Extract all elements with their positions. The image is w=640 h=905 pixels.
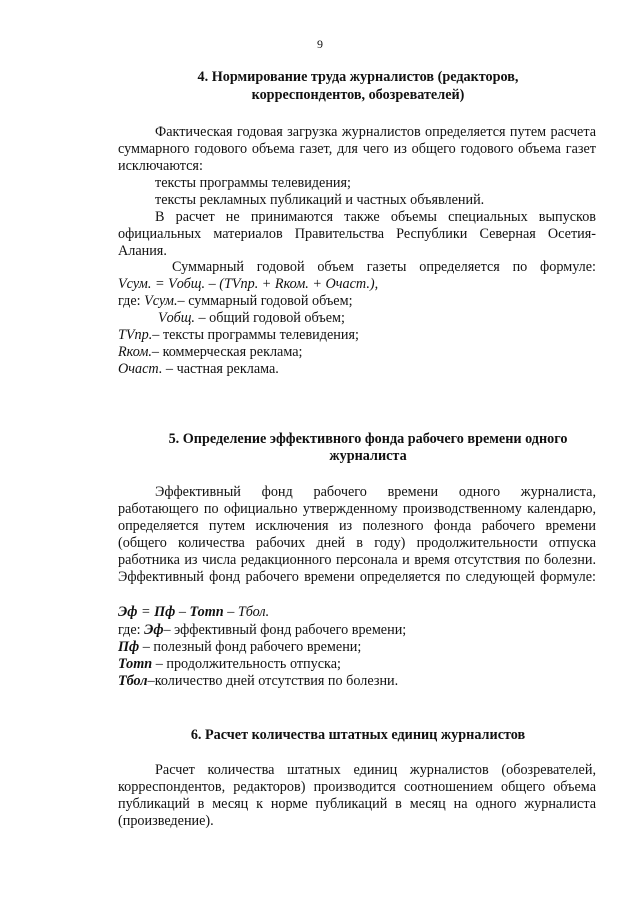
section-4-paragraph-line: суммарного годового объема газет, для чего из общего годового объема газет	[118, 141, 596, 157]
definition-text: – частная реклама.	[162, 361, 279, 377]
section-6-paragraph-line: (произведение).	[118, 813, 214, 829]
section-5-paragraph-line: Эффективный фонд рабочего времени определяется по следующей формуле:	[118, 569, 596, 585]
section-6-paragraph-line: Расчет количества штатных единиц журналистов (обозревателей,	[155, 762, 596, 778]
section-5-title-line-2: журналиста	[329, 448, 407, 464]
formula-symbol: Тбол.	[237, 604, 270, 620]
excluded-item: тексты программы телевидения;	[155, 175, 351, 191]
section-4-paragraph-line: исключаются:	[118, 158, 203, 174]
excluded-item: тексты рекламных публикаций и частных объявлений.	[155, 192, 485, 208]
definition-text: – суммарный годовой объем;	[177, 293, 353, 309]
section-5-paragraph-line: работающего по официально утвержденному производственному календарю,	[118, 501, 596, 517]
page-number: 9	[317, 37, 323, 51]
definition-line	[118, 326, 596, 344]
section-4-title-line-2: корреспондентов, обозревателей)	[251, 87, 465, 103]
definition-line	[118, 621, 596, 639]
definition-text: – тексты программы телевидения;	[152, 327, 359, 343]
section-5-paragraph-line: (общего количества рабочих дней в году) продолжительности отпуска	[118, 535, 596, 551]
definition-text: – общий годовой объем;	[194, 310, 345, 326]
section-6-paragraph-line: корреспондентов, редакторов) производится соотношением общего объема	[118, 779, 596, 795]
section-5-paragraph-line: определяется путем исключения из полезного фонда рабочего времени	[118, 518, 596, 534]
section-5-paragraph-line: Эффективный фонд рабочего времени одного журналиста,	[155, 484, 596, 500]
definition-line	[118, 672, 596, 690]
formula-symbol: Очаст.	[118, 361, 163, 377]
work-time-formula	[118, 603, 596, 621]
formula-symbol: Тотп	[118, 656, 153, 672]
formula-symbol: Эф	[144, 622, 164, 638]
formula-operator: –	[175, 604, 190, 620]
formula-symbol: Пф	[154, 604, 176, 620]
formula-symbol: Vобщ.	[158, 310, 195, 326]
definition-line	[118, 638, 596, 656]
definition-line	[118, 655, 596, 673]
section-5-title-line-1: 5. Определение эффективного фонда рабочего времени одного	[168, 431, 568, 447]
definition-line	[158, 309, 636, 327]
definition-text: –количество дней отсутствия по болезни.	[147, 673, 399, 689]
formula-symbol: TVпр.	[118, 327, 153, 343]
formula-symbol: Эф	[118, 604, 138, 620]
where-word: где:	[118, 293, 145, 309]
section-4-paragraph-line: Фактическая годовая загрузка журналистов определяется путем расчета	[155, 124, 596, 140]
definition-text: – коммерческая реклама;	[151, 344, 303, 360]
section-4-title-line-1: 4. Нормирование труда журналистов (редакторов,	[197, 69, 519, 85]
section-5-paragraph-line: работника из числа редакционного персонала и время отсутствия по болезни.	[118, 552, 596, 568]
definition-text: – полезный фонд рабочего времени;	[139, 639, 362, 655]
section-4-paragraph-line: Суммарный годовой объем газеты определяется по формуле:	[172, 259, 596, 275]
section-4-paragraph-line: официальных материалов Правительства Республики Северная Осетия-	[118, 226, 596, 242]
formula-operator: –	[223, 604, 238, 620]
section-4-paragraph-line: Алания.	[118, 243, 167, 259]
volume-formula: Vсум. = Vобщ. – (TVпр. + Rком. + Очаст.),	[118, 276, 379, 292]
definition-line	[118, 292, 596, 310]
definition-line	[118, 360, 596, 378]
definition-line	[118, 343, 596, 361]
formula-symbol: Vсум.	[144, 293, 178, 309]
section-6-title: 6. Расчет количества штатных единиц журналистов	[190, 727, 526, 743]
formula-operator: =	[137, 604, 155, 620]
formula-symbol: Rком.	[118, 344, 152, 360]
section-4-paragraph-line: В расчет не принимаются также объемы специальных выпусков	[155, 209, 596, 225]
formula-symbol: Пф	[118, 639, 140, 655]
section-6-paragraph-line: публикаций в месяц к норме публикаций в месяц на одного журналиста	[118, 796, 596, 812]
formula-symbol: Тотп	[189, 604, 224, 620]
where-word: где:	[118, 622, 145, 638]
definition-text: – продолжительность отпуска;	[152, 656, 341, 672]
formula-symbol: Тбол	[118, 673, 148, 689]
definition-text: – эффективный фонд рабочего времени;	[163, 622, 407, 638]
